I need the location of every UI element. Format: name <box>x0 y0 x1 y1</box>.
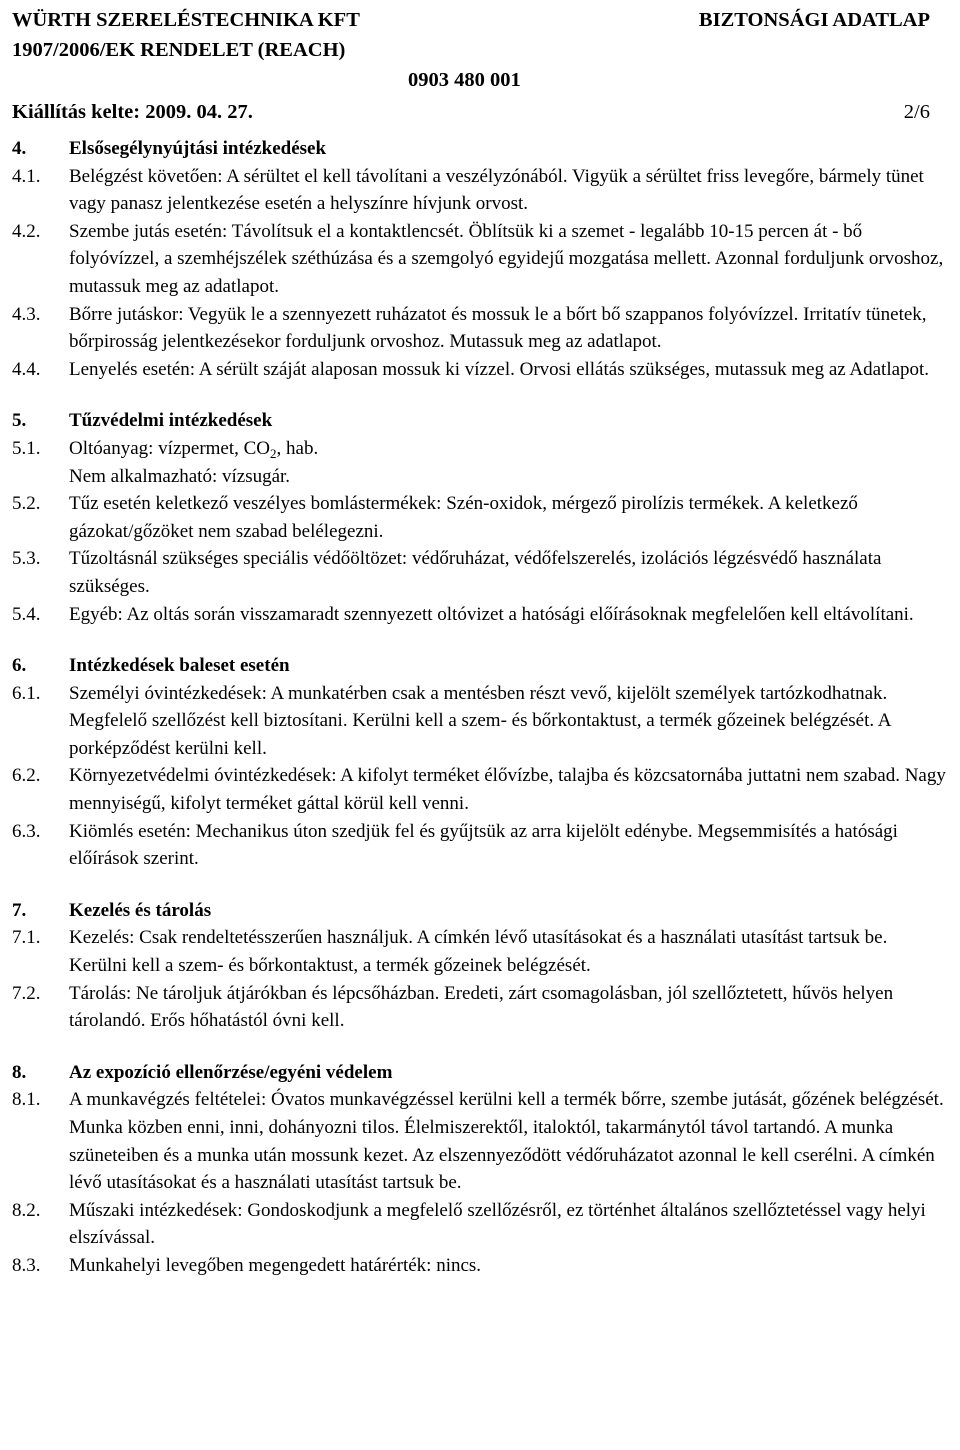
list-item: 4.3. Bőrre jutáskor: Vegyük le a szennyezett ruházatot és mossuk le a bőrt bő szappanos folyóvízzel. Irritatív tünetek, bőrpirosság jelentkezésekor forduljunk orvoshoz. Mutassuk meg az adatlapot. <box>12 303 927 353</box>
list-item: 8.3. Munkahelyi levegőben megengedett határérték: nincs. <box>12 1254 482 1276</box>
list-item: 4.2. Szembe jutás esetén: Távolítsuk el a kontaktlencsét. Öblítsük ki a szemet - legalább 10-15 percen át - bő folyóvízzel, a szemhéjszélek széthúzása és a szemgolyó egyidejű mozgatása mellett. Azonnal forduljunk orvoshoz, mutassuk meg az adatlapot. <box>12 220 944 297</box>
list-item: 5.3. Tűzoltásnál szükséges speciális védőöltözet: védőruházat, védőfelszerelés, izolációs légzésvédő használata szükséges. <box>12 548 882 597</box>
section-heading: 8. Az expozíció ellenőrzése/egyéni védelem <box>12 1061 393 1083</box>
section-heading: 6. Intézkedések baleset esetén <box>12 655 290 677</box>
section-heading: 5. Tűzvédelmi intézkedések <box>12 410 273 432</box>
list-item: 5.4. Egyéb: Az oltás során visszamaradt szennyezett oltóvizet a hatósági előírásoknak megfelelően kell eltávolítani. <box>12 603 914 625</box>
list-item: 5.1. Oltóanyag: vízpermet, $CO_2$, hab. <box>12 437 319 461</box>
section-heading: 7. Kezelés és tárolás <box>12 899 212 921</box>
issue-date: Kiállítás kelte: 2009. 04. 27. <box>12 101 253 123</box>
regulation-reference: 1907/2006/EK RENDELET (REACH) <box>12 39 346 61</box>
list-item: 8.2. Műszaki intézkedések: Gondoskodjunk a megfelelő szellőzésről, ez történhet általános szellőztetéssel vagy helyi elszívással. <box>12 1199 926 1249</box>
list-item: 4.4. Lenyelés esetén: A sérült száját alaposan mossuk ki vízzel. Orvosi ellátás szükséges, mutassuk meg az Adatlapot. <box>12 358 930 380</box>
list-item: 8.1. A munkavégzés feltételei: Óvatos munkavégzéssel kerülni kell a termék bőrre, szembe jutását, gőzének belégzését. Munka közben enni, inni, dohányozni tilos. Élelmiszerektől, italoktól, takarmánytól távol tartandó. A munka szüneteiben és a munka után mossunk kezet. Az elszennyeződött védőruházatot azonnal le kell cserélni. A címkén lévő utasításokat és a használati utasítást tartsuk be. <box>12 1089 944 1194</box>
list-item: 4.1. Belégzést követően: A sérültet el kell távolítani a veszélyzónából. Vigyük a sérültet friss levegőre, bármely tünet vagy panasz jelentkezése esetén a helyszínre hívjunk orvost. <box>12 165 924 215</box>
company-name: WÜRTH SZERELÉSTECHNIKA KFT <box>12 9 360 31</box>
list-item: 6.1. Személyi óvintézkedések: A munkatérben csak a mentésben részt vevő, kijelölt személyek tartózkodhatnak. Megfelelő szellőzést kell biztosítani. Kerülni kell a szem- és bőrkontaktust, a termék gőzeinek belégzését. A porképződést kerülni kell. <box>12 682 891 759</box>
list-item: 7.1. Kezelés: Csak rendeltetésszerűen használjuk. A címkén lévő utasításokat és a használati utasítást tartsuk be. Kerülni kell a szem- és bőrkontaktust, a termék gőzeinek belégzését. <box>12 927 888 977</box>
list-item: 5.2. Tűz esetén keletkező veszélyes bomlástermékek: Szén-oxidok, mérgező pirolízis termékek. A keletkező gázokat/gőzöket nem szabad belélegezni. <box>12 493 858 542</box>
list-item: 6.3. Kiömlés esetén: Mechanikus úton szedjük fel és gyűjtsük az arra kijelölt edénybe. Megsemmisítés a hatósági előírások szerint. <box>12 820 898 870</box>
list-item: Nem alkalmazható: vízsugár. <box>69 465 291 487</box>
list-item: 6.2. Környezetvédelmi óvintézkedések: A kifolyt terméket élővízbe, talajba és közcsatornába juttatni nem szabad. Nagy mennyiségű, kifolyt terméket gáttal körül kell venni. <box>12 765 946 815</box>
document-body <box>12 135 947 1280</box>
section-heading: 4. Elsősegélynyújtási intézkedések <box>12 138 327 159</box>
document-type: BIZTONSÁGI ADATLAP <box>698 9 930 31</box>
phone-number: 0903 480 001 <box>408 69 521 91</box>
page-number: 2/6 <box>903 101 930 123</box>
list-item: 7.2. Tárolás: Ne tároljuk átjárókban és lépcsőházban. Eredeti, zárt csomagolásban, jól szellőztetett, hűvös helyen tárolandó. Erős hőhatástól óvni kell. <box>12 982 894 1032</box>
